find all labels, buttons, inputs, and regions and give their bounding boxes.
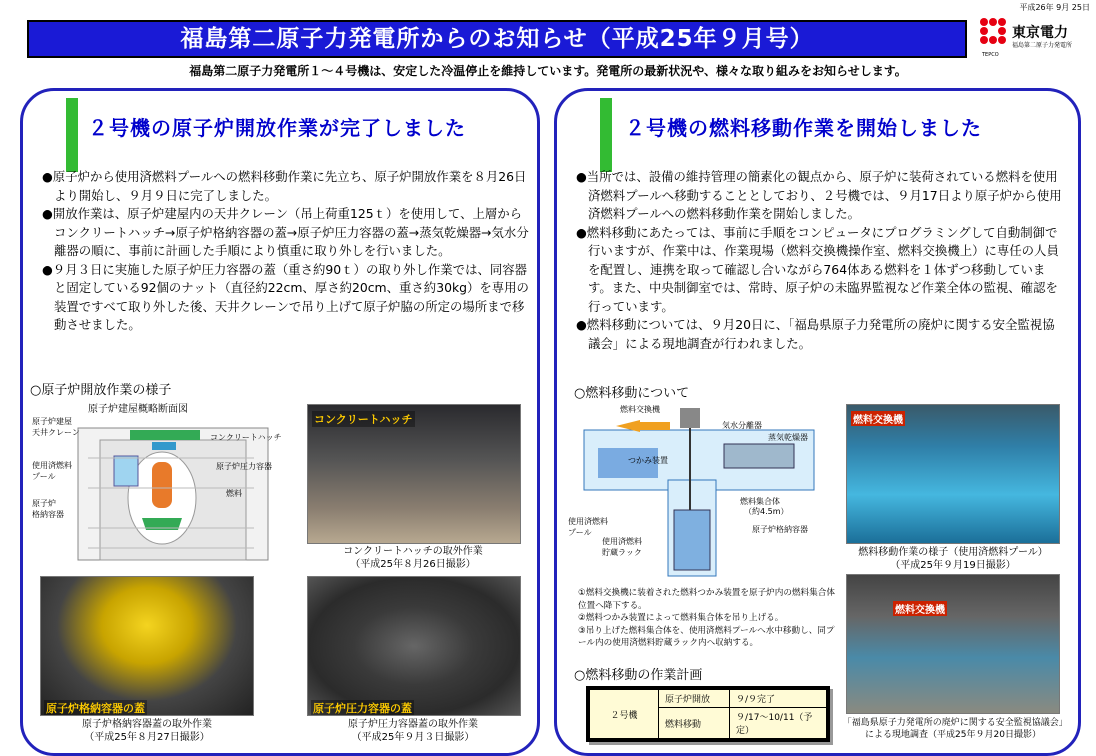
- issue-date: 平成26年 9月 25日: [1019, 3, 1090, 12]
- caption-text: コンクリートハッチの取外作業: [343, 546, 483, 557]
- left-section-label: ○原子炉開放作業の様子: [30, 383, 172, 398]
- caption-text: 燃料移動作業の様子（使用済燃料プール）: [858, 547, 1048, 558]
- right-heading: ２号機の燃料移動作業を開始しました: [625, 116, 982, 140]
- fuel-transfer-steps: [578, 587, 840, 650]
- right-paragraph: ●燃料移動については、９月20日に、「福島県原子力発電所の廃炉に関する安全監視協議会」による現地調査が行われました。: [576, 317, 1055, 351]
- tepco-mark-icon: [980, 18, 1006, 52]
- right-paragraph: ●当所では、設備の維持管理の簡素化の観点から、原子炉に装荷されている燃料を使用済燃料プールへ移動することとしており、２号機では、９月17日より原子炉から使用済燃料プールへの燃料移動作業を開始しました。: [576, 169, 1062, 221]
- caption-text: 原子炉圧力容器蓋の取外作業: [348, 719, 478, 730]
- photo-tag: 原子炉格納容器の蓋: [46, 702, 145, 715]
- label-spent-fuel-pool: 使用済燃料 プール: [32, 461, 72, 481]
- caption-fuel-pool: [840, 546, 1066, 572]
- label-fuel-assembly: 燃料集合体: [740, 497, 780, 506]
- plan-task: 原子炉開放: [659, 690, 730, 708]
- caption-pressure-vessel-lid: [300, 718, 526, 744]
- label-fuel-length: （約4.5m）: [744, 507, 789, 516]
- label-fuel-exchanger: 燃料交換機: [620, 405, 660, 414]
- step-item: ③吊り上げた燃料集合体を、使用済燃料プールへ水中移動し、同プール内の使用済燃料貯蔵ラック内へ収納する。: [578, 625, 835, 648]
- right-heading-bar: [600, 98, 612, 172]
- label-moisture-separator: 気水分離器: [722, 421, 762, 430]
- caption-date: （平成25年９月３日撮影）: [351, 732, 475, 743]
- logo-sub: 福島第二原子力発電所: [1012, 42, 1073, 49]
- page-subtitle: 福島第二原子力発電所１～４号機は、安定した冷温停止を維持しています。発電所の最新状況や、様々な取り組みをお知らせします。: [189, 64, 907, 78]
- plan-label: ○燃料移動の作業計画: [574, 668, 703, 683]
- photo-tag: 原子炉圧力容器の蓋: [313, 702, 412, 715]
- caption-date: （平成25年８月27日撮影）: [84, 732, 210, 743]
- left-paragraph: ●開放作業は、原子炉建屋内の天井クレーン（吊上荷重125ｔ）を使用して、上層からコンクリートハッチ→原子炉格納容器の蓋→原子炉圧力容器の蓋→蒸気乾燥器→気水分離器の順に、事前に計画した手順により慎重に取り外しを行いました。: [42, 206, 529, 258]
- label-overhead-crane: 原子炉建屋 天井クレーン: [32, 417, 80, 437]
- photo-fuel-pool: [846, 404, 1060, 544]
- right-section-label: ○燃料移動について: [574, 386, 690, 401]
- caption-text: 原子炉格納容器蓋の取外作業: [82, 719, 212, 730]
- plan-schedule: ９/17～10/11（予定）: [730, 708, 827, 739]
- left-paragraph: ●９月３日に実施した原子炉圧力容器の蓋（重さ約90ｔ）の取り外し作業では、同容器と固定している92個のナット（直径約22cm、厚さ約20cm、重さ約30kg）を専用の装置ですべて取り外した後、天井クレーンで吊り上げて原子炉脇の所定の場所まで移動させました。: [42, 261, 529, 332]
- left-heading-bar: [66, 98, 78, 172]
- photo-tag: 燃料交換機: [893, 601, 947, 616]
- photo-tag: 燃料交換機: [851, 411, 905, 426]
- label-pressure-vessel: 原子炉圧力容器: [216, 462, 272, 471]
- step-item: ②燃料つかみ装置によって燃料集合体を吊り上げる。: [578, 613, 784, 623]
- caption-concrete-hatch: [300, 545, 526, 571]
- label-containment-right: 原子炉格納容器: [752, 525, 808, 534]
- photo-tag: コンクリートハッチ: [314, 413, 413, 426]
- fuel-transfer-diagram: [568, 400, 838, 580]
- right-body: [576, 168, 1064, 353]
- caption-date: （平成25年９月19日撮影）: [890, 560, 1016, 571]
- logo-brand: 東京電力: [1012, 25, 1068, 41]
- photo-site-inspection: [846, 574, 1060, 714]
- left-heading: ２号機の原子炉開放作業が完了しました: [88, 116, 466, 140]
- caption-date: （平成25年８月26日撮影）: [350, 559, 476, 570]
- label-fuel: 燃料: [226, 489, 242, 498]
- left-paragraph: ●原子炉から使用済燃料プールへの燃料移動作業に先立ち、原子炉開放作業を８月26日より開始し、９月９日に完了しました。: [42, 169, 527, 203]
- reactor-building-diagram: [32, 398, 302, 568]
- plan-unit: ２号機: [590, 690, 659, 739]
- tepco-logo: [978, 18, 1092, 58]
- page-title: 福島第二原子力発電所からのお知らせ（平成25年９月号）: [27, 20, 967, 58]
- step-item: ①燃料交換機に装着された燃料つかみ装置を原子炉内の燃料集合体位置へ降下する。: [578, 588, 835, 611]
- label-spent-fuel-pool-right: 使用済燃料 プール: [568, 517, 608, 537]
- logo-tepco: TEPCO: [982, 52, 999, 58]
- label-storage-rack: 使用済燃料 貯蔵ラック: [602, 537, 642, 557]
- work-plan-table: [586, 686, 830, 742]
- photo-concrete-hatch: [307, 404, 521, 544]
- left-body: [42, 168, 530, 335]
- label-containment-vessel: 原子炉 格納容器: [32, 499, 64, 519]
- photo-containment-lid: [40, 576, 254, 716]
- label-concrete-hatch: コンクリートハッチ: [210, 433, 282, 442]
- caption-site-inspection: 「福島県原子力発電所の廃炉に関する安全監視協議会」による現地調査（平成25年９月20日撮影）: [842, 718, 1064, 740]
- label-steam-dryer: 蒸気乾燥器: [768, 433, 808, 442]
- diagram-title: 原子炉建屋概略断面図: [88, 404, 188, 415]
- right-paragraph: ●燃料移動にあたっては、事前に手順をコンピュータにプログラミングして自動制御で行いますが、作業中は、作業現場（燃料交換機操作室、燃料交換機上）に専任の人員を配置し、連携を取って確認し合いながら764体ある燃料を１体ずつ移動しています。また、中央制御室では、常時、原子炉の未臨界監視など作業全体の監視、確認を行っています。: [576, 224, 1059, 314]
- photo-pressure-vessel-lid: [307, 576, 521, 716]
- plan-schedule: ９/９完了: [730, 690, 827, 708]
- label-grapple: つかみ装置: [628, 456, 668, 465]
- plan-task: 燃料移動: [659, 708, 730, 739]
- caption-containment-lid: [34, 718, 260, 744]
